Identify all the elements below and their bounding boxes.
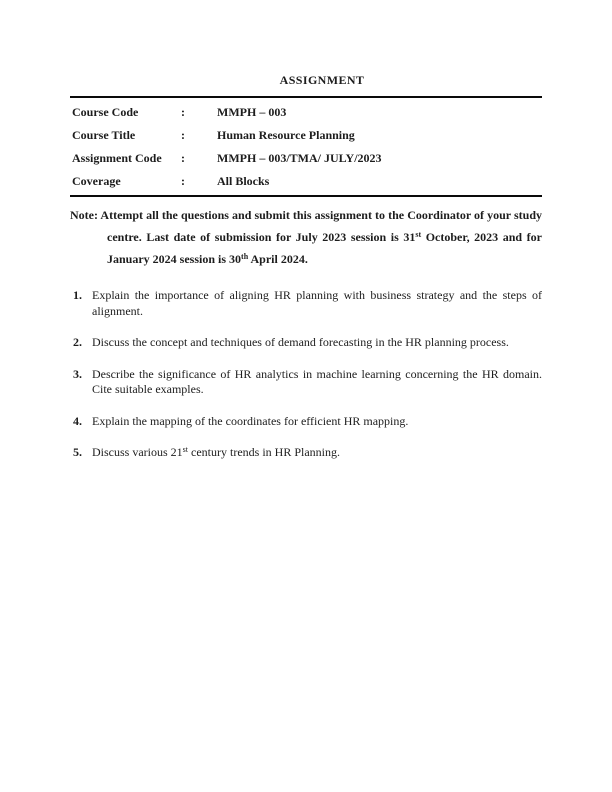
question-number: 3. bbox=[73, 366, 82, 381]
page-title: ASSIGNMENT bbox=[279, 73, 365, 87]
question-number: 2. bbox=[73, 335, 82, 349]
info-label: Coverage bbox=[72, 174, 121, 188]
info-separator: : bbox=[181, 128, 185, 142]
note-prefix: Note: bbox=[70, 208, 98, 222]
question-text: Discuss the concept and techniques of demand forecasting in the HR planning process. bbox=[92, 335, 509, 349]
question-number: 1. bbox=[73, 288, 82, 302]
document-content bbox=[70, 0, 542, 477]
question-text: Explain the mapping of the coordinates for efficient HR mapping. bbox=[92, 413, 409, 428]
question-text: Explain the importance of aligning HR planning with business strategy and the steps of alignment. bbox=[92, 288, 542, 318]
note-paragraph bbox=[70, 204, 542, 270]
course-info-table bbox=[70, 96, 542, 197]
question-item bbox=[70, 367, 542, 398]
question-number: 4. bbox=[73, 413, 82, 428]
info-row bbox=[70, 101, 542, 124]
question-number: 5. bbox=[73, 445, 82, 459]
info-row bbox=[70, 124, 542, 147]
info-label: Course Code bbox=[72, 105, 139, 119]
question-item bbox=[70, 288, 542, 319]
info-value: Human Resource Planning bbox=[217, 128, 355, 142]
info-separator: : bbox=[181, 105, 185, 119]
info-label: Assignment Code bbox=[72, 151, 162, 165]
info-separator: : bbox=[181, 151, 185, 165]
info-label: Course Title bbox=[72, 128, 136, 142]
info-value: MMPH – 003/TMA/ JULY/2023 bbox=[217, 151, 382, 165]
question-text: Describe the significance of HR analytics in machine learning concerning the HR domain. Cite suitable examples. bbox=[92, 366, 542, 396]
info-value: All Blocks bbox=[217, 174, 270, 188]
question-item bbox=[70, 335, 542, 351]
info-row bbox=[70, 147, 542, 170]
question-item bbox=[70, 414, 542, 430]
question-text: Discuss various 21st century trends in HR Planning. bbox=[92, 445, 340, 459]
question-item bbox=[70, 445, 542, 461]
info-separator: : bbox=[181, 174, 185, 188]
info-row bbox=[70, 170, 542, 193]
info-value: MMPH – 003 bbox=[217, 105, 287, 119]
note-text: Attempt all the questions and submit this assignment to the Coordinator of your study centre. Last date of submission for July 2023 session is 31st October, 2023 and for January 2024 session is 30th April 2024. bbox=[100, 208, 542, 266]
questions-list bbox=[70, 288, 542, 461]
